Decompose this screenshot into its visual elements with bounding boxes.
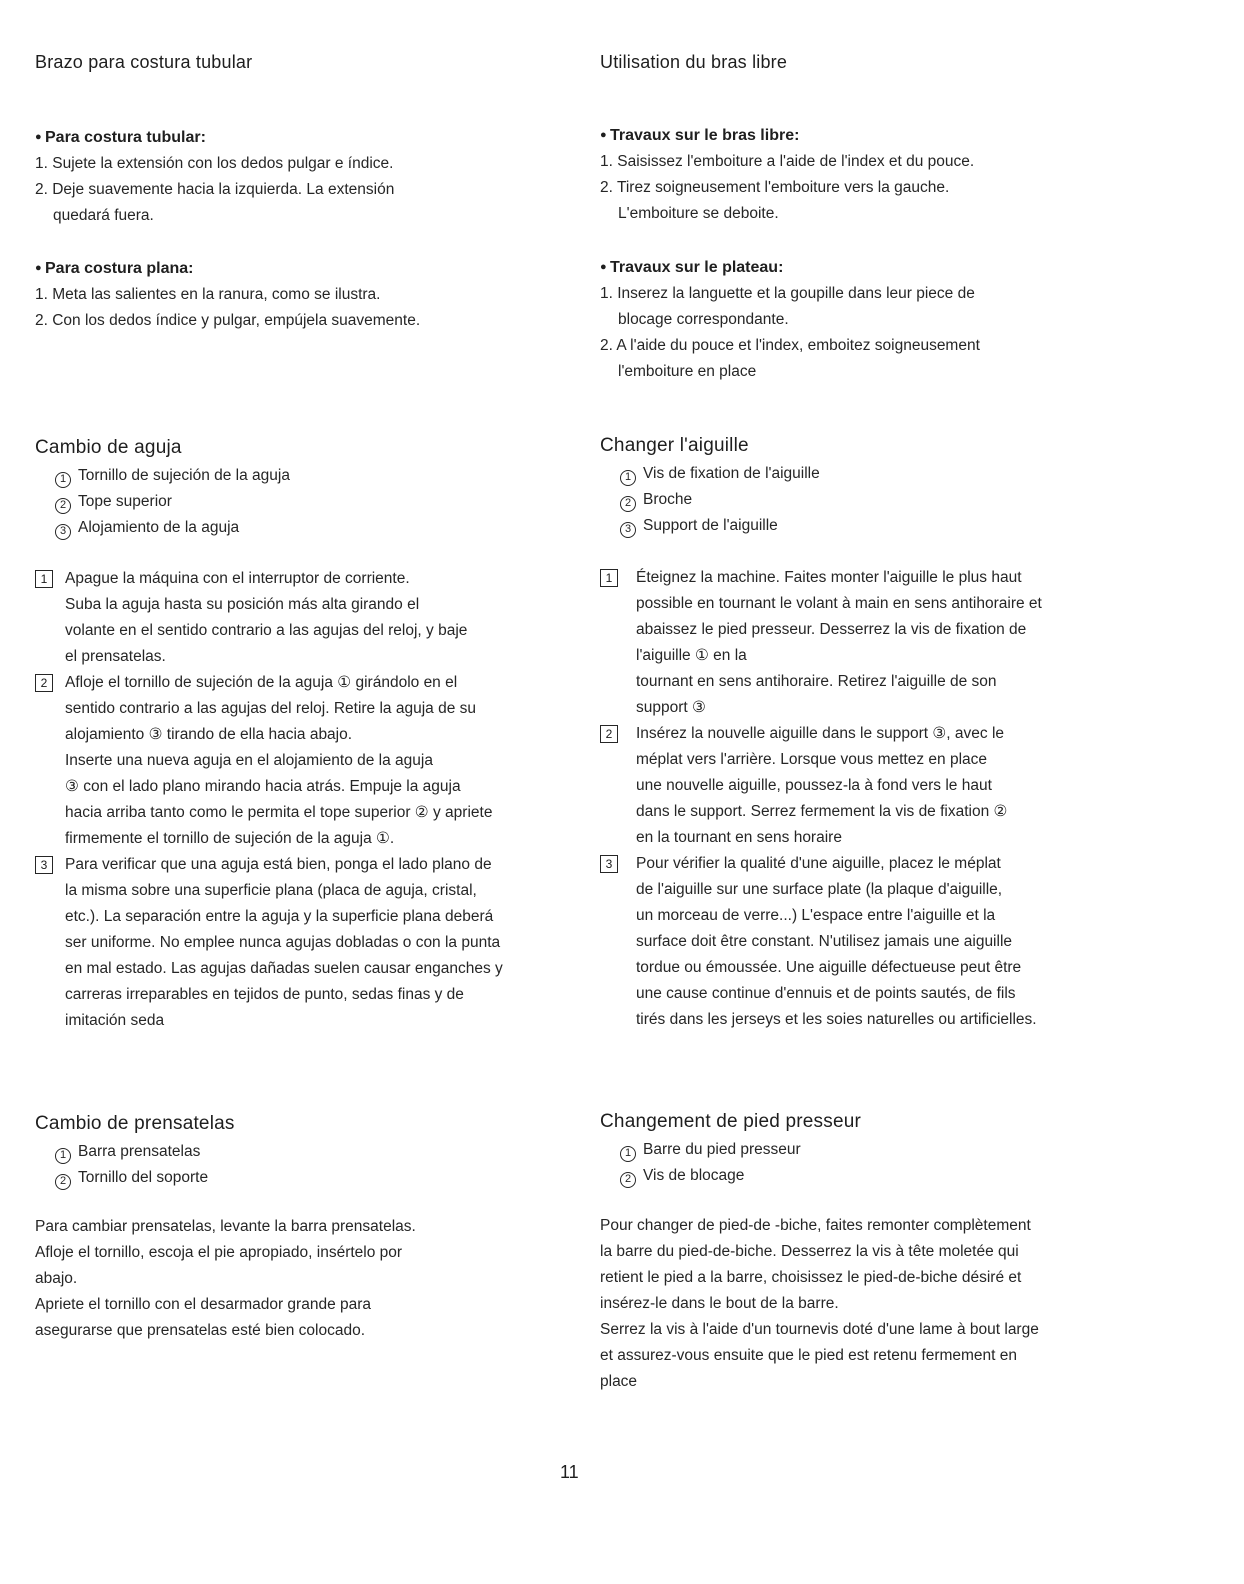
step-item xyxy=(600,851,1200,1033)
es-tubular-block xyxy=(35,124,590,229)
part-item: 1 Tornillo de sujeción de la aguja xyxy=(35,463,590,489)
es-needle-section xyxy=(35,437,590,541)
step-line: la misma sobre una superficie plana (placa de aguja, cristal, xyxy=(65,882,477,899)
fr-foot-parts xyxy=(600,1137,1200,1189)
es-tubular-line: 1. Sujete la extensión con los dedos pulgar e índice. xyxy=(35,155,394,172)
step-line: Suba la aguja hasta su posición más alta girando el xyxy=(65,596,420,613)
fr-foot-title: Changement de pied presseur xyxy=(600,1111,862,1132)
part-item: 2 Vis de blocage xyxy=(600,1163,1200,1189)
step-line: abaissez le pied presseur. Desserrez la vis de fixation de xyxy=(636,621,1027,638)
para-line: abajo. xyxy=(35,1270,78,1287)
circled-number-icon: 1 xyxy=(620,1146,636,1162)
step-line: volante en el sentido contrario a las agujas del reloj, y baje xyxy=(65,622,468,639)
step-item xyxy=(35,852,590,1034)
part-item: 3 Support de l'aiguille xyxy=(600,513,1200,539)
bullet-icon: ● xyxy=(35,262,42,274)
boxed-number-icon: 1 xyxy=(600,569,618,587)
circled-number-icon: 2 xyxy=(55,1174,71,1190)
para-line: asegurarse que prensatelas esté bien colocado. xyxy=(35,1322,366,1339)
es-foot-section xyxy=(35,1113,590,1191)
step-item xyxy=(600,565,1200,721)
step-line: hacia arriba tanto como le permita el tope superior ② y apriete xyxy=(65,804,493,821)
fr-needle-parts xyxy=(600,461,1200,539)
step-line: carreras irreparables en tejidos de punto, sedas finas y de xyxy=(65,986,464,1003)
es-foot-parts xyxy=(35,1139,590,1191)
es-arm-title: Brazo para costura tubular xyxy=(35,52,253,72)
es-tubular-line: quedará fuera. xyxy=(53,207,154,224)
step-line: en la tournant en sens horaire xyxy=(636,829,842,846)
para-line: Apriete el tornillo con el desarmador grande para xyxy=(35,1296,372,1313)
fr-needle-section xyxy=(600,435,1200,539)
fr-needle-steps xyxy=(600,565,1200,1033)
circled-number-icon: 3 xyxy=(620,522,636,538)
step-line: l'aiguille ① en la xyxy=(636,647,747,664)
step-line: sentido contrario a las agujas del reloj. Retire la aguja de su xyxy=(65,700,476,717)
step-line: imitación seda xyxy=(65,1012,165,1029)
step-line: surface doit être constant. N'utilisez jamais une aiguille xyxy=(636,933,1013,950)
step-line: de l'aiguille sur une surface plate (la plaque d'aiguille, xyxy=(636,881,1003,898)
step-line: ser uniforme. No emplee nunca agujas dobladas o con la punta xyxy=(65,934,501,951)
step-line: ③ con el lado plano mirando hacia atrás. Empuje la aguja xyxy=(65,778,461,795)
step-line: en mal estado. Las agujas dañadas suelen causar enganches y xyxy=(65,960,503,977)
es-foot-title: Cambio de prensatelas xyxy=(35,1113,235,1134)
part-item: 2 Broche xyxy=(600,487,1200,513)
page-number: 11 xyxy=(560,1462,579,1482)
fr-tubular-line: L'emboiture se deboite. xyxy=(618,205,779,222)
step-line: tordue ou émoussée. Une aiguille défectueuse peut être xyxy=(636,959,1022,976)
boxed-number-icon: 2 xyxy=(600,725,618,743)
para-line: et assurez-vous ensuite que le pied est retenu fermement en xyxy=(600,1347,1018,1364)
step-item xyxy=(35,566,590,670)
step-line: Apague la máquina con el interruptor de corriente. xyxy=(65,570,410,587)
es-needle-steps xyxy=(35,566,590,1034)
es-tubular-line: 2. Deje suavemente hacia la izquierda. La extensión xyxy=(35,181,395,198)
para-line: insérez-le dans le bout de la barre. xyxy=(600,1295,839,1312)
part-item: 1 Barra prensatelas xyxy=(35,1139,590,1165)
fr-plana-line: 2. A l'aide du pouce et l'index, emboitez soigneusement xyxy=(600,337,980,354)
part-item: 1 Barre du pied presseur xyxy=(600,1137,1200,1163)
es-arm-section xyxy=(35,52,590,73)
step-item xyxy=(600,721,1200,851)
fr-plana-line: 1. Inserez la languette et la goupille dans leur piece de xyxy=(600,285,975,302)
es-plana-line: 1. Meta las salientes en la ranura, como se ilustra. xyxy=(35,286,381,303)
bullet-icon: ● xyxy=(600,261,607,273)
step-line: Pour vérifier la qualité d'une aiguille, placez le méplat xyxy=(636,855,1001,872)
step-line: etc.). La separación entre la aguja y la superficie plana deberá xyxy=(65,908,494,925)
boxed-number-icon: 2 xyxy=(35,674,53,692)
circled-number-icon: 2 xyxy=(620,496,636,512)
step-line: Inserte una nueva aguja en el alojamiento de la aguja xyxy=(65,752,433,769)
fr-tubular-line: 2. Tirez soigneusement l'emboiture vers la gauche. xyxy=(600,179,950,196)
step-line: firmemente el tornillo de sujeción de la aguja ①. xyxy=(65,830,395,847)
fr-plana-line: l'emboiture en place xyxy=(618,363,757,380)
step-item xyxy=(35,670,590,852)
part-item: 1 Vis de fixation de l'aiguille xyxy=(600,461,1200,487)
circled-number-icon: 1 xyxy=(620,470,636,486)
es-foot-text xyxy=(35,1214,590,1344)
fr-needle-title: Changer l'aiguille xyxy=(600,435,749,456)
es-needle-parts xyxy=(35,463,590,541)
step-line: tournant en sens antihoraire. Retirez l'aiguille de son xyxy=(636,673,997,690)
fr-tubular-line: 1. Saisissez l'emboiture a l'aide de l'index et du pouce. xyxy=(600,153,975,170)
step-line: Para verificar que una aguja está bien, ponga el lado plano de xyxy=(65,856,492,873)
es-plana-block xyxy=(35,255,590,334)
part-item: 2 Tornillo del soporte xyxy=(35,1165,590,1191)
step-line: el prensatelas. xyxy=(65,648,166,665)
circled-number-icon: 2 xyxy=(55,498,71,514)
para-line: place xyxy=(600,1373,638,1390)
step-line: alojamiento ③ tirando de ella hacia abajo. xyxy=(65,726,353,743)
circled-number-icon: 1 xyxy=(55,1148,71,1164)
para-line: la barre du pied-de-biche. Desserrez la vis à tête moletée qui xyxy=(600,1243,1019,1260)
circled-number-icon: 1 xyxy=(55,472,71,488)
es-plana-heading: ● Para costura plana: xyxy=(35,255,590,282)
part-item: 3 Alojamiento de la aguja xyxy=(35,515,590,541)
para-line: retient le pied a la barre, choisissez le pied-de-biche désiré et xyxy=(600,1269,1022,1286)
fr-tubular-block xyxy=(600,122,1200,227)
es-needle-title: Cambio de aguja xyxy=(35,437,182,458)
step-line: une cause continue d'ennuis et de points sautés, de fils xyxy=(636,985,1016,1002)
boxed-number-icon: 3 xyxy=(600,855,618,873)
step-line: Éteignez la machine. Faites monter l'aiguille le plus haut xyxy=(636,569,1022,586)
part-item: 2 Tope superior xyxy=(35,489,590,515)
step-line: une nouvelle aiguille, poussez-la à fond vers le haut xyxy=(636,777,992,794)
fr-tubular-heading: ● Travaux sur le bras libre: xyxy=(600,122,1200,149)
step-line: tirés dans les jerseys et les soies naturelles ou artificielles. xyxy=(636,1011,1037,1028)
step-line: Afloje el tornillo de sujeción de la aguja ① girándolo en el xyxy=(65,674,458,691)
fr-foot-section xyxy=(600,1111,1200,1189)
step-line: méplat vers l'arrière. Lorsque vous mettez en place xyxy=(636,751,988,768)
step-line: support ③ xyxy=(636,699,706,716)
step-line: dans le support. Serrez fermement la vis de fixation ② xyxy=(636,803,1008,820)
fr-arm-section xyxy=(600,52,1200,73)
fr-plana-line: blocage correspondante. xyxy=(618,311,789,328)
boxed-number-icon: 3 xyxy=(35,856,53,874)
para-line: Serrez la vis à l'aide d'un tournevis doté d'une lame à bout large xyxy=(600,1321,1039,1338)
fr-plana-heading: ● Travaux sur le plateau: xyxy=(600,254,1200,281)
step-line: possible en tournant le volant à main en sens antihoraire et xyxy=(636,595,1042,612)
fr-plana-block xyxy=(600,254,1200,385)
fr-arm-title: Utilisation du bras libre xyxy=(600,52,788,72)
para-line: Afloje el tornillo, escoja el pie apropiado, insértelo por xyxy=(35,1244,403,1261)
bullet-icon: ● xyxy=(600,129,607,141)
es-tubular-heading: ● Para costura tubular: xyxy=(35,124,590,151)
boxed-number-icon: 1 xyxy=(35,570,53,588)
step-line: Insérez la nouvelle aiguille dans le support ③, avec le xyxy=(636,725,1005,742)
es-plana-line: 2. Con los dedos índice y pulgar, empújela suavemente. xyxy=(35,312,421,329)
para-line: Para cambiar prensatelas, levante la barra prensatelas. xyxy=(35,1218,416,1235)
bullet-icon: ● xyxy=(35,131,42,143)
step-line: un morceau de verre...) L'espace entre l'aiguille et la xyxy=(636,907,996,924)
circled-number-icon: 2 xyxy=(620,1172,636,1188)
para-line: Pour changer de pied-de -biche, faites remonter complètement xyxy=(600,1217,1031,1234)
fr-foot-text xyxy=(600,1213,1200,1395)
circled-number-icon: 3 xyxy=(55,524,71,540)
